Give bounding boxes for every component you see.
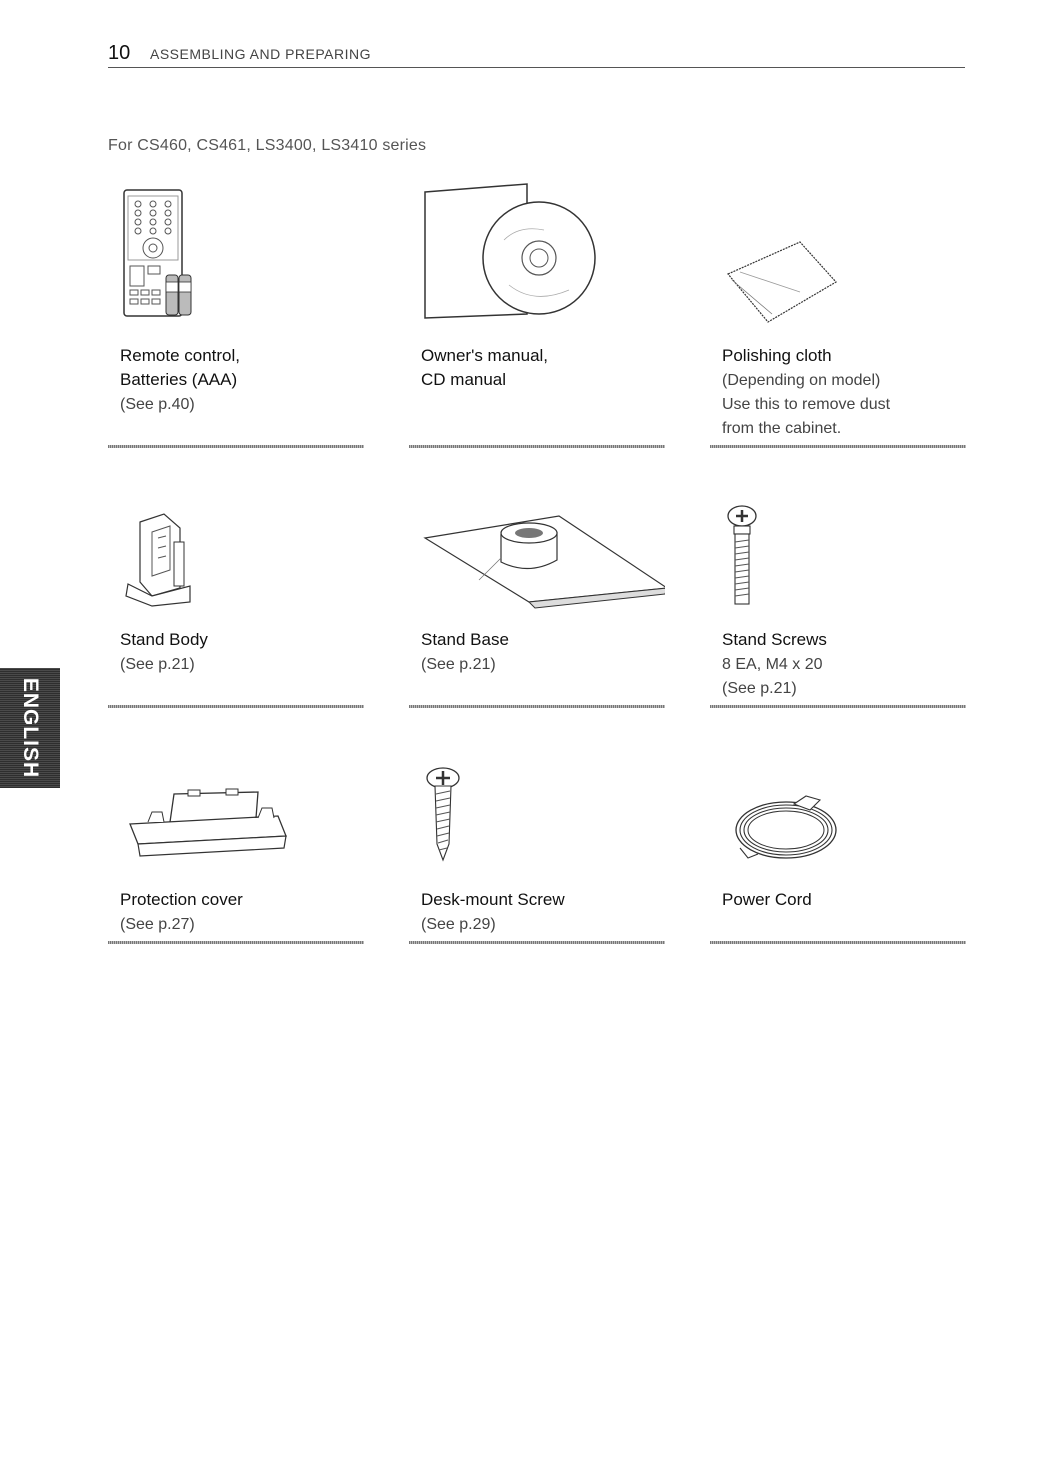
polishing-cloth-icon bbox=[710, 180, 966, 330]
item-name: Stand Screws bbox=[722, 630, 827, 649]
page-header bbox=[108, 40, 965, 68]
item-desc: 8 EA, M4 x 20 bbox=[722, 656, 823, 673]
item-name: Stand Base bbox=[421, 630, 509, 649]
item-desc: (See p.21) bbox=[421, 656, 496, 673]
stand-screw-icon bbox=[710, 500, 966, 610]
item-name: Protection cover bbox=[120, 890, 243, 909]
item-name: Power Cord bbox=[722, 890, 812, 909]
item-name-line2: Batteries (AAA) bbox=[120, 370, 238, 389]
item-desc: from the cabinet. bbox=[722, 420, 842, 437]
item-desc: (See p.21) bbox=[120, 656, 195, 673]
item-divider bbox=[409, 445, 665, 448]
section-title: ASSEMBLING AND PREPARING bbox=[150, 46, 372, 62]
protection-cover-icon bbox=[108, 766, 364, 866]
series-note: For CS460, CS461, LS3400, LS3410 series bbox=[108, 137, 427, 154]
item-divider bbox=[108, 445, 364, 448]
desk-mount-screw-icon bbox=[409, 766, 665, 866]
item-desc: (See p.29) bbox=[421, 916, 496, 933]
item-divider bbox=[108, 705, 364, 708]
item-name: Stand Body bbox=[120, 630, 208, 649]
language-tab bbox=[0, 668, 60, 788]
item-divider bbox=[409, 705, 665, 708]
manual-cd-icon bbox=[409, 180, 665, 330]
item-name: Remote control, bbox=[120, 346, 240, 365]
item-desc: Use this to remove dust bbox=[722, 396, 891, 413]
stand-body-icon bbox=[108, 500, 364, 610]
page-number: 10 bbox=[108, 42, 131, 64]
stand-base-icon bbox=[409, 500, 665, 610]
remote-control-icon bbox=[108, 180, 364, 330]
item-name: Owner's manual, bbox=[421, 346, 549, 365]
item-divider bbox=[710, 445, 966, 448]
item-name: Polishing cloth bbox=[722, 346, 832, 365]
item-desc: (See p.21) bbox=[722, 680, 797, 697]
language-tab-label: ENGLISH bbox=[19, 677, 42, 779]
item-divider bbox=[710, 941, 966, 944]
item-name-line2: CD manual bbox=[421, 370, 507, 389]
item-desc: (Depending on model) bbox=[722, 372, 881, 389]
item-divider bbox=[409, 941, 665, 944]
power-cord-icon bbox=[710, 766, 966, 866]
item-divider bbox=[710, 705, 966, 708]
item-divider bbox=[108, 941, 364, 944]
item-desc: (See p.40) bbox=[120, 396, 195, 413]
item-name: Desk-mount Screw bbox=[421, 890, 565, 909]
item-desc: (See p.27) bbox=[120, 916, 195, 933]
